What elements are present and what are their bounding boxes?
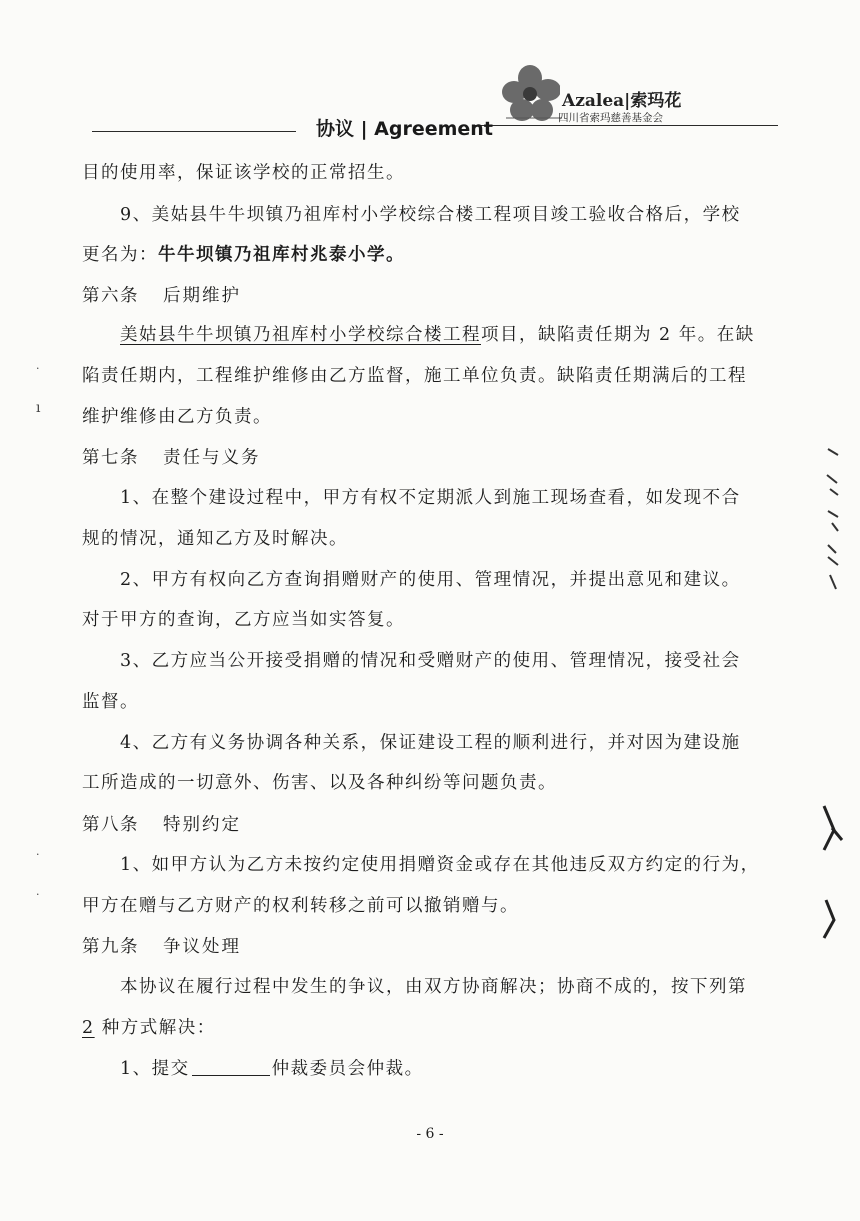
paragraph-line	[82, 1008, 782, 1048]
paragraph-line: 对于甲方的查询，乙方应当如实答复。	[82, 610, 405, 630]
header-rule-left	[92, 131, 296, 132]
paragraph-line: 陷责任期内，工程维护维修由乙方监督，施工单位负责。缺陷责任期满后的工程	[82, 366, 747, 386]
logo-subtitle: 四川省索玛慈善基金会	[558, 112, 663, 124]
section-number: 第九条	[82, 937, 139, 957]
paragraph-line: 4、乙方有义务协调各种关系，保证建设工程的顺利进行，并对因为建设施	[120, 733, 741, 753]
section-heading-9	[82, 927, 241, 967]
section-heading-7	[82, 438, 261, 478]
scan-speck: ·	[36, 848, 40, 861]
paragraph-line: 9、美姑县牛牛坝镇乃祖库村小学校综合楼工程项目竣工验收合格后，学校	[120, 205, 741, 225]
text-span: 1、提交	[120, 1059, 190, 1079]
text-span: 项目，缺陷责任期为 2 年。在缺	[481, 325, 755, 345]
scan-speck: ·	[36, 362, 40, 375]
logo-brand-text: Azalea|索玛花	[560, 86, 683, 111]
paragraph-line: 规的情况，通知乙方及时解决。	[82, 529, 348, 549]
seal-edge-mark	[822, 445, 844, 593]
text-span: 仲裁委员会仲裁。	[271, 1059, 424, 1079]
page-number: - 6 -	[416, 1126, 444, 1142]
paragraph-line: 3、乙方应当公开接受捐赠的情况和受赠财产的使用、管理情况，接受社会	[120, 651, 741, 671]
paragraph-line: 工所造成的一切意外、伤害、以及各种纠纷等问题负责。	[82, 773, 557, 793]
section-number: 第七条	[82, 448, 139, 468]
text-span: 种方式解决：	[94, 1018, 216, 1038]
seal-edge-mark	[820, 800, 846, 940]
section-number: 第六条	[82, 286, 139, 306]
scan-speck: ·	[36, 888, 40, 901]
paragraph-line: 维护维修由乙方负责。	[82, 407, 272, 427]
scan-speck: ı	[36, 400, 41, 416]
section-title: 责任与义务	[163, 448, 261, 468]
text-span: 更名为：	[82, 245, 158, 265]
project-name-underlined: 美姑县牛牛坝镇乃祖库村小学校综合楼工程	[120, 325, 481, 345]
method-number: 2	[82, 1018, 95, 1038]
section-title: 争议处理	[163, 937, 241, 957]
foundation-logo	[500, 62, 680, 128]
arbitration-blank	[192, 1061, 270, 1076]
paragraph-line	[82, 315, 782, 355]
paragraph-line	[82, 235, 782, 275]
section-number: 第八条	[82, 815, 139, 835]
section-title: 后期维护	[163, 286, 241, 306]
paragraph-line: 1、如甲方认为乙方未按约定使用捐赠资金或存在其他违反双方约定的行为，	[120, 855, 760, 875]
section-heading-8	[82, 805, 241, 845]
paragraph-line: 本协议在履行过程中发生的争议，由双方协商解决；协商不成的，按下列第	[120, 977, 747, 997]
paragraph-line: 1、在整个建设过程中，甲方有权不定期派人到施工现场查看，如发现不合	[120, 488, 741, 508]
paragraph-line	[82, 1049, 782, 1089]
new-school-name: 牛牛坝镇乃祖库村兆泰小学。	[158, 245, 405, 265]
paragraph-line: 目的使用率，保证该学校的正常招生。	[82, 163, 405, 183]
paragraph-line: 2、甲方有权向乙方查询捐赠财产的使用、管理情况，并提出意见和建议。	[120, 570, 741, 590]
header-title: 协议 | Agreement	[316, 118, 493, 140]
paragraph-line: 甲方在赠与乙方财产的权利转移之前可以撤销赠与。	[82, 896, 519, 916]
section-title: 特别约定	[163, 815, 241, 835]
section-heading-6	[82, 276, 241, 316]
paragraph-line: 监督。	[82, 692, 139, 712]
